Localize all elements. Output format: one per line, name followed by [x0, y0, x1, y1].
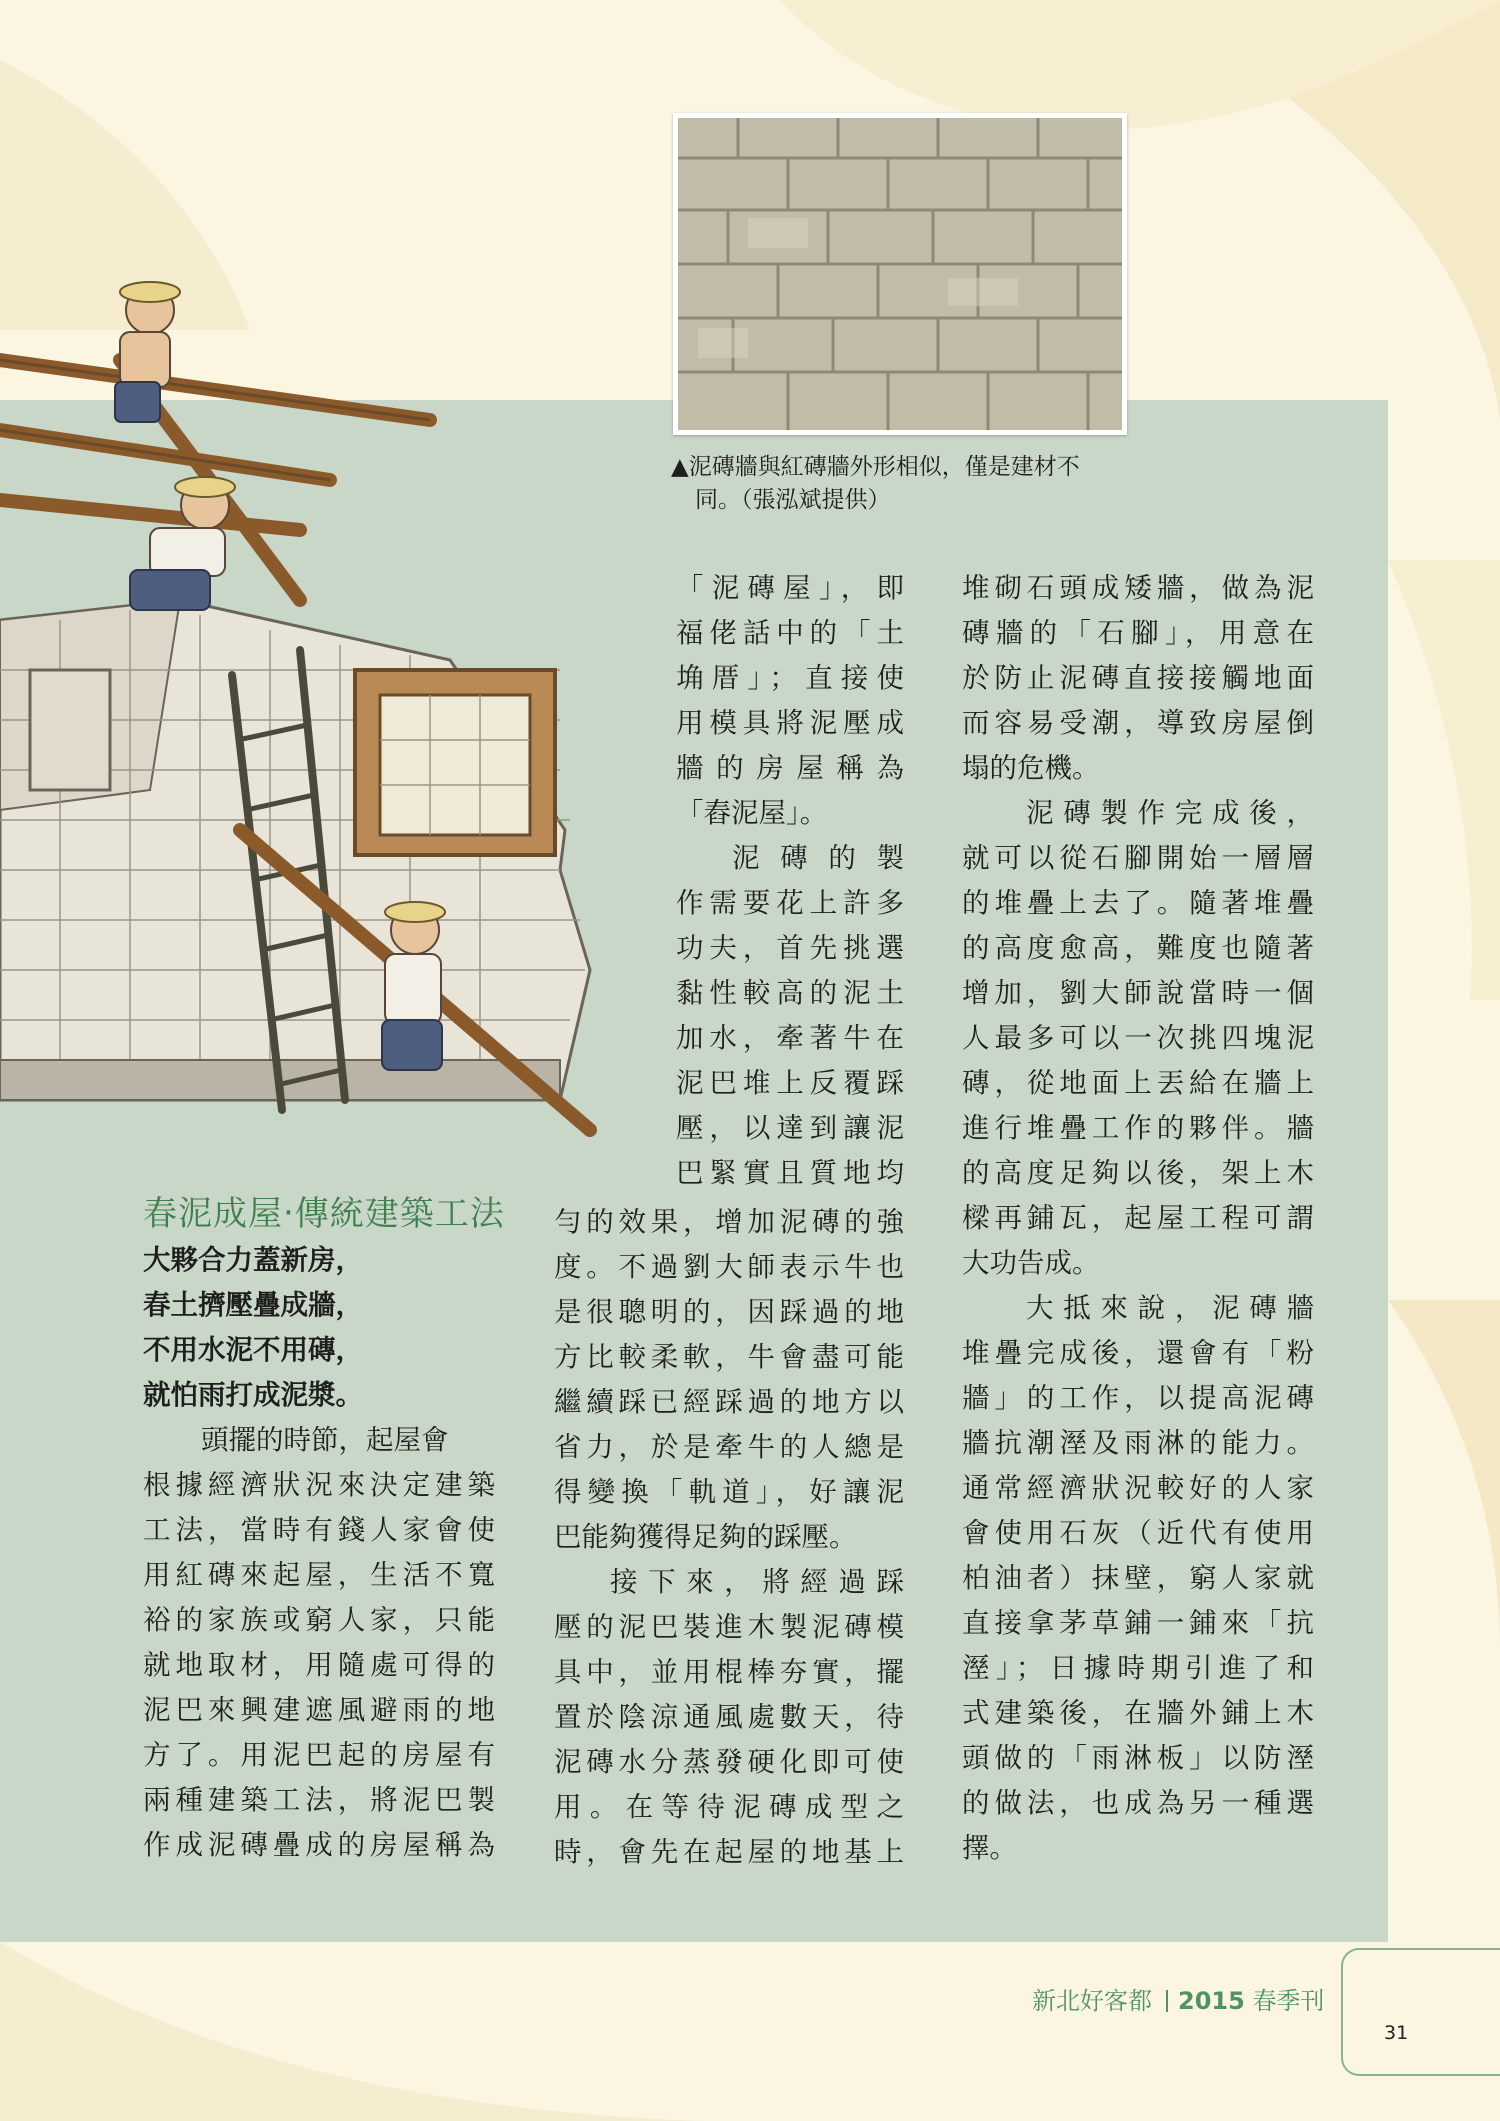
- body-line: 大抵來說，泥磚牆: [1026, 1292, 1314, 1324]
- body-line: 樑再鋪瓦，起屋工程可謂: [962, 1202, 1314, 1234]
- body-line: 勻的效果，增加泥磚的強: [554, 1206, 904, 1238]
- body-line: 泥磚水分蒸發硬化即可使: [554, 1746, 904, 1778]
- photo-caption: [671, 451, 1151, 517]
- body-line: 埆厝」；直接使: [676, 662, 904, 694]
- body-line: 用紅磚來起屋，生活不寬: [143, 1559, 495, 1591]
- section-heading: 春泥成屋‧傳統建築工法: [143, 1194, 505, 1234]
- body-line: 堆砌石頭成矮牆，做為泥: [962, 572, 1314, 604]
- body-line: 大功告成。: [962, 1247, 1100, 1279]
- body-line: 具中，並用棍棒夯實，擺: [554, 1656, 904, 1688]
- body-line: 柏油者）抹壁，窮人家就: [962, 1562, 1314, 1594]
- body-line: 置於陰涼通風處數天，待: [554, 1701, 904, 1733]
- body-line: 磚，從地面上丟給在牆上: [962, 1067, 1314, 1099]
- body-line: 而容易受潮，導致房屋倒: [962, 707, 1314, 739]
- body-line: 增加，劉大師說當時一個: [962, 977, 1314, 1009]
- poem-line: 就怕雨打成泥漿。: [143, 1379, 363, 1411]
- body-line: 會使用石灰（近代有使用: [962, 1517, 1314, 1549]
- body-line: 牆」的工作，以提高泥磚: [962, 1382, 1314, 1414]
- poem: [143, 1238, 363, 1418]
- body-line: 於防止泥磚直接接觸地面: [962, 662, 1314, 694]
- body-line: 加水，牽著牛在: [676, 1022, 904, 1054]
- body-line: 是很聰明的，因踩過的地: [554, 1296, 904, 1328]
- body-line: 功夫，首先挑選: [676, 932, 904, 964]
- body-line: 「泥磚屋」，即: [676, 572, 904, 604]
- body-line: 人最多可以一次挑四塊泥: [962, 1022, 1314, 1054]
- body-column-2-lower: [554, 1200, 904, 1875]
- body-line: 福佬話中的「土: [676, 617, 904, 649]
- body-line: 的做法，也成為另一種選: [962, 1787, 1314, 1819]
- body-line: 得變換「軌道」，好讓泥: [554, 1476, 904, 1508]
- body-line: 磚牆的「石腳」，用意在: [962, 617, 1314, 649]
- body-line: 作需要花上許多: [676, 887, 904, 919]
- body-line: 壓的泥巴裝進木製泥磚模: [554, 1611, 904, 1643]
- body-column-3: [962, 566, 1314, 1871]
- body-line: 裕的家族或窮人家，只能: [143, 1604, 495, 1636]
- body-line: 用模具將泥壓成: [676, 707, 904, 739]
- body-line: 溼」；日據時期引進了和: [962, 1652, 1314, 1684]
- body-line: 就可以從石腳開始一層層: [962, 842, 1314, 874]
- page-number-tab: [1341, 1948, 1500, 2076]
- body-line: 塌的危機。: [962, 752, 1100, 784]
- body-line: 用。在等待泥磚成型之: [554, 1791, 904, 1823]
- caption-line: ▲泥磚牆與紅磚牆外形相似，僅是建材不: [671, 454, 1080, 480]
- body-line: 堆疊完成後，還會有「粉: [962, 1337, 1314, 1369]
- body-line: 「舂泥屋」。: [676, 797, 828, 829]
- body-column-2-upper: [676, 566, 904, 1196]
- mud-house-construction-illustration: [0, 270, 620, 1170]
- body-line: 的高度足夠以後，架上木: [962, 1157, 1314, 1189]
- footer-divider: [1166, 1990, 1168, 2012]
- body-line: 黏性較高的泥土: [676, 977, 904, 1009]
- body-line: 通常經濟狀況較好的人家: [962, 1472, 1314, 1504]
- body-line: 壓，以達到讓泥: [676, 1112, 904, 1144]
- body-line: 的高度愈高，難度也隨著: [962, 932, 1314, 964]
- poem-line: 不用水泥不用磚，: [143, 1334, 363, 1366]
- running-footer: [1032, 1981, 1324, 2016]
- body-line: 省力，於是牽牛的人總是: [554, 1431, 904, 1463]
- body-line: 式建築後，在牆外鋪上木: [962, 1697, 1314, 1729]
- body-line: 頭做的「雨淋板」以防溼: [962, 1742, 1314, 1774]
- body-line: 工法，當時有錢人家會使: [143, 1514, 495, 1546]
- body-line: 方比較柔軟，牛會盡可能: [554, 1341, 904, 1373]
- body-line: 兩種建築工法，將泥巴製: [143, 1784, 495, 1816]
- body-column-1: [143, 1418, 495, 1868]
- body-line: 牆抗潮溼及雨淋的能力。: [962, 1427, 1314, 1459]
- body-line: 度。不過劉大師表示牛也: [554, 1251, 904, 1283]
- issue-year: 2015: [1178, 1987, 1245, 2015]
- body-line: 接下來，將經過踩: [610, 1566, 904, 1598]
- body-line: 就地取材，用隨處可得的: [143, 1649, 495, 1681]
- body-line: 進行堆疊工作的夥伴。牆: [962, 1112, 1314, 1144]
- body-line: 擇。: [962, 1832, 1017, 1864]
- body-line: 根據經濟狀況來決定建築: [143, 1469, 495, 1501]
- poem-line: 春土擠壓疊成牆，: [143, 1289, 363, 1321]
- page-number: 31: [1384, 2022, 1409, 2044]
- body-line: 頭擺的時節，起屋會: [201, 1424, 449, 1456]
- issue-season: 春季刊: [1252, 1987, 1325, 2015]
- body-line: 牆的房屋稱為: [676, 752, 904, 784]
- body-line: 時，會先在起屋的地基上: [554, 1836, 904, 1868]
- body-line: 泥磚製作完成後，: [1026, 797, 1314, 829]
- poem-line: 大夥合力蓋新房，: [143, 1244, 363, 1276]
- body-line: 泥磚的製: [732, 842, 904, 874]
- body-line: 直接拿茅草鋪一鋪來「抗: [962, 1607, 1314, 1639]
- body-line: 泥巴堆上反覆踩: [676, 1067, 904, 1099]
- caption-line: 同。（張泓斌提供）: [695, 487, 891, 513]
- magazine-name: 新北好客都: [1032, 1987, 1152, 2015]
- mud-brick-wall-image: [678, 118, 1122, 430]
- body-line: 作成泥磚疊成的房屋稱為: [143, 1829, 495, 1861]
- body-line: 繼續踩已經踩過的地方以: [554, 1386, 904, 1418]
- body-line: 巴緊實且質地均: [676, 1157, 904, 1189]
- body-line: 的堆疊上去了。隨著堆疊: [962, 887, 1314, 919]
- body-line: 方了。用泥巴起的房屋有: [143, 1739, 495, 1771]
- body-line: 泥巴來興建遮風避雨的地: [143, 1694, 495, 1726]
- body-line: 巴能夠獲得足夠的踩壓。: [554, 1521, 857, 1553]
- mud-brick-wall-photo: [673, 113, 1127, 435]
